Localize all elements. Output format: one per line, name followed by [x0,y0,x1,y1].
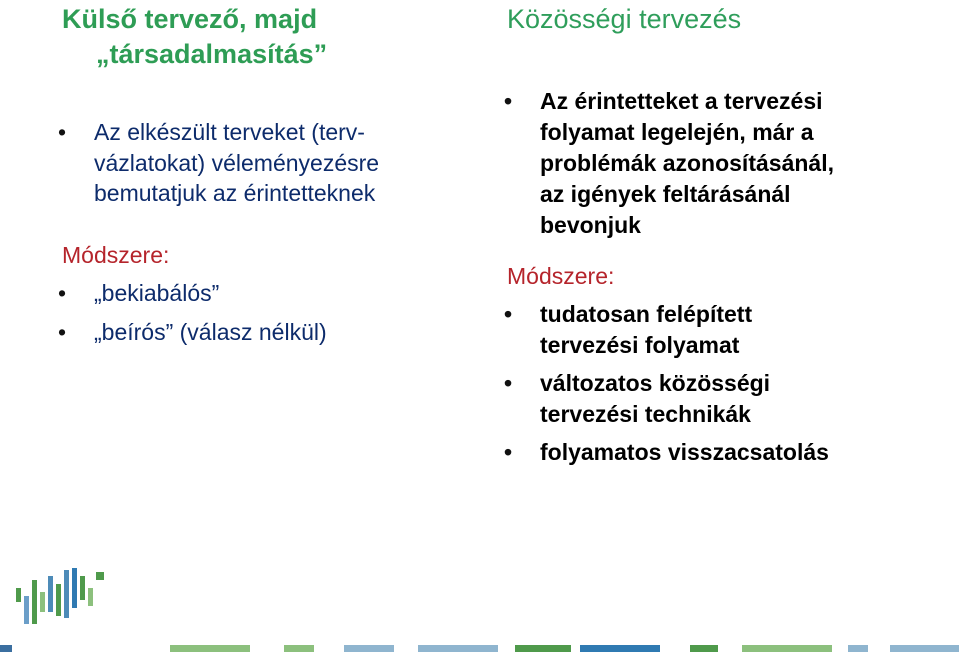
right-method-2-line2: tervezési technikák [540,401,751,427]
logo-bars-icon [14,566,110,628]
footer-strip [0,645,959,652]
footer-segment [690,645,718,652]
right-bullet-1-line2: folyamat legelején, már a [540,119,814,145]
footer-segment [0,645,12,652]
right-bullets [504,86,947,241]
left-method-label: Módszere: [62,241,170,268]
right-bullet-1-line4: az igények feltárásánál [540,181,791,207]
left-column [62,0,482,348]
left-title [62,0,482,72]
left-title-line2: „társadalmasítás” [96,39,328,69]
right-bullet-1-line5: bevonjuk [540,212,641,238]
right-method-1-line1: • tudatosan felépített [540,301,753,327]
right-method-1 [504,299,947,361]
right-method-label: Módszere: [507,263,615,289]
right-title [507,0,947,37]
left-method-1: • „bekiabálós” [58,278,482,309]
right-column [507,0,947,468]
left-bullets [58,117,482,209]
right-title-text: Közösségi tervezés [507,4,742,34]
right-methods [504,299,947,468]
left-methods [58,278,482,348]
right-method-1-line2: tervezési folyamat [540,332,740,358]
left-bullet-1-line3: bemutatjuk az érintetteknek [94,180,376,206]
footer-segment [742,645,832,652]
left-method-2: • „beírós” (válasz nélkül) [58,317,482,348]
left-bullet-1-line2: vázlatokat) véleményezésre [94,149,380,176]
footer-segment [515,645,571,652]
right-bullet-1-line3: problémák azonosításánál, [540,150,834,176]
right-method-3-line1: • folyamatos visszacsatolás [540,439,829,465]
footer-segment [580,645,660,652]
footer-segment [418,645,498,652]
footer-segment [170,645,250,652]
footer-segment [344,645,394,652]
left-bullet-1-line1: • Az elkészült terveket (terv- [94,119,365,145]
right-method-2-line1: • változatos közösségi [540,370,771,396]
left-bullet-1 [58,117,482,209]
right-method-2 [504,368,947,430]
footer-segment [848,645,868,652]
footer-segment [890,645,959,652]
right-bullet-1-line1: • Az érintetteket a tervezési [540,88,823,114]
footer-segment [284,645,314,652]
right-method-3 [504,437,947,468]
right-bullet-1 [504,86,947,241]
left-title-line1: Külső tervező, majd [62,4,318,34]
